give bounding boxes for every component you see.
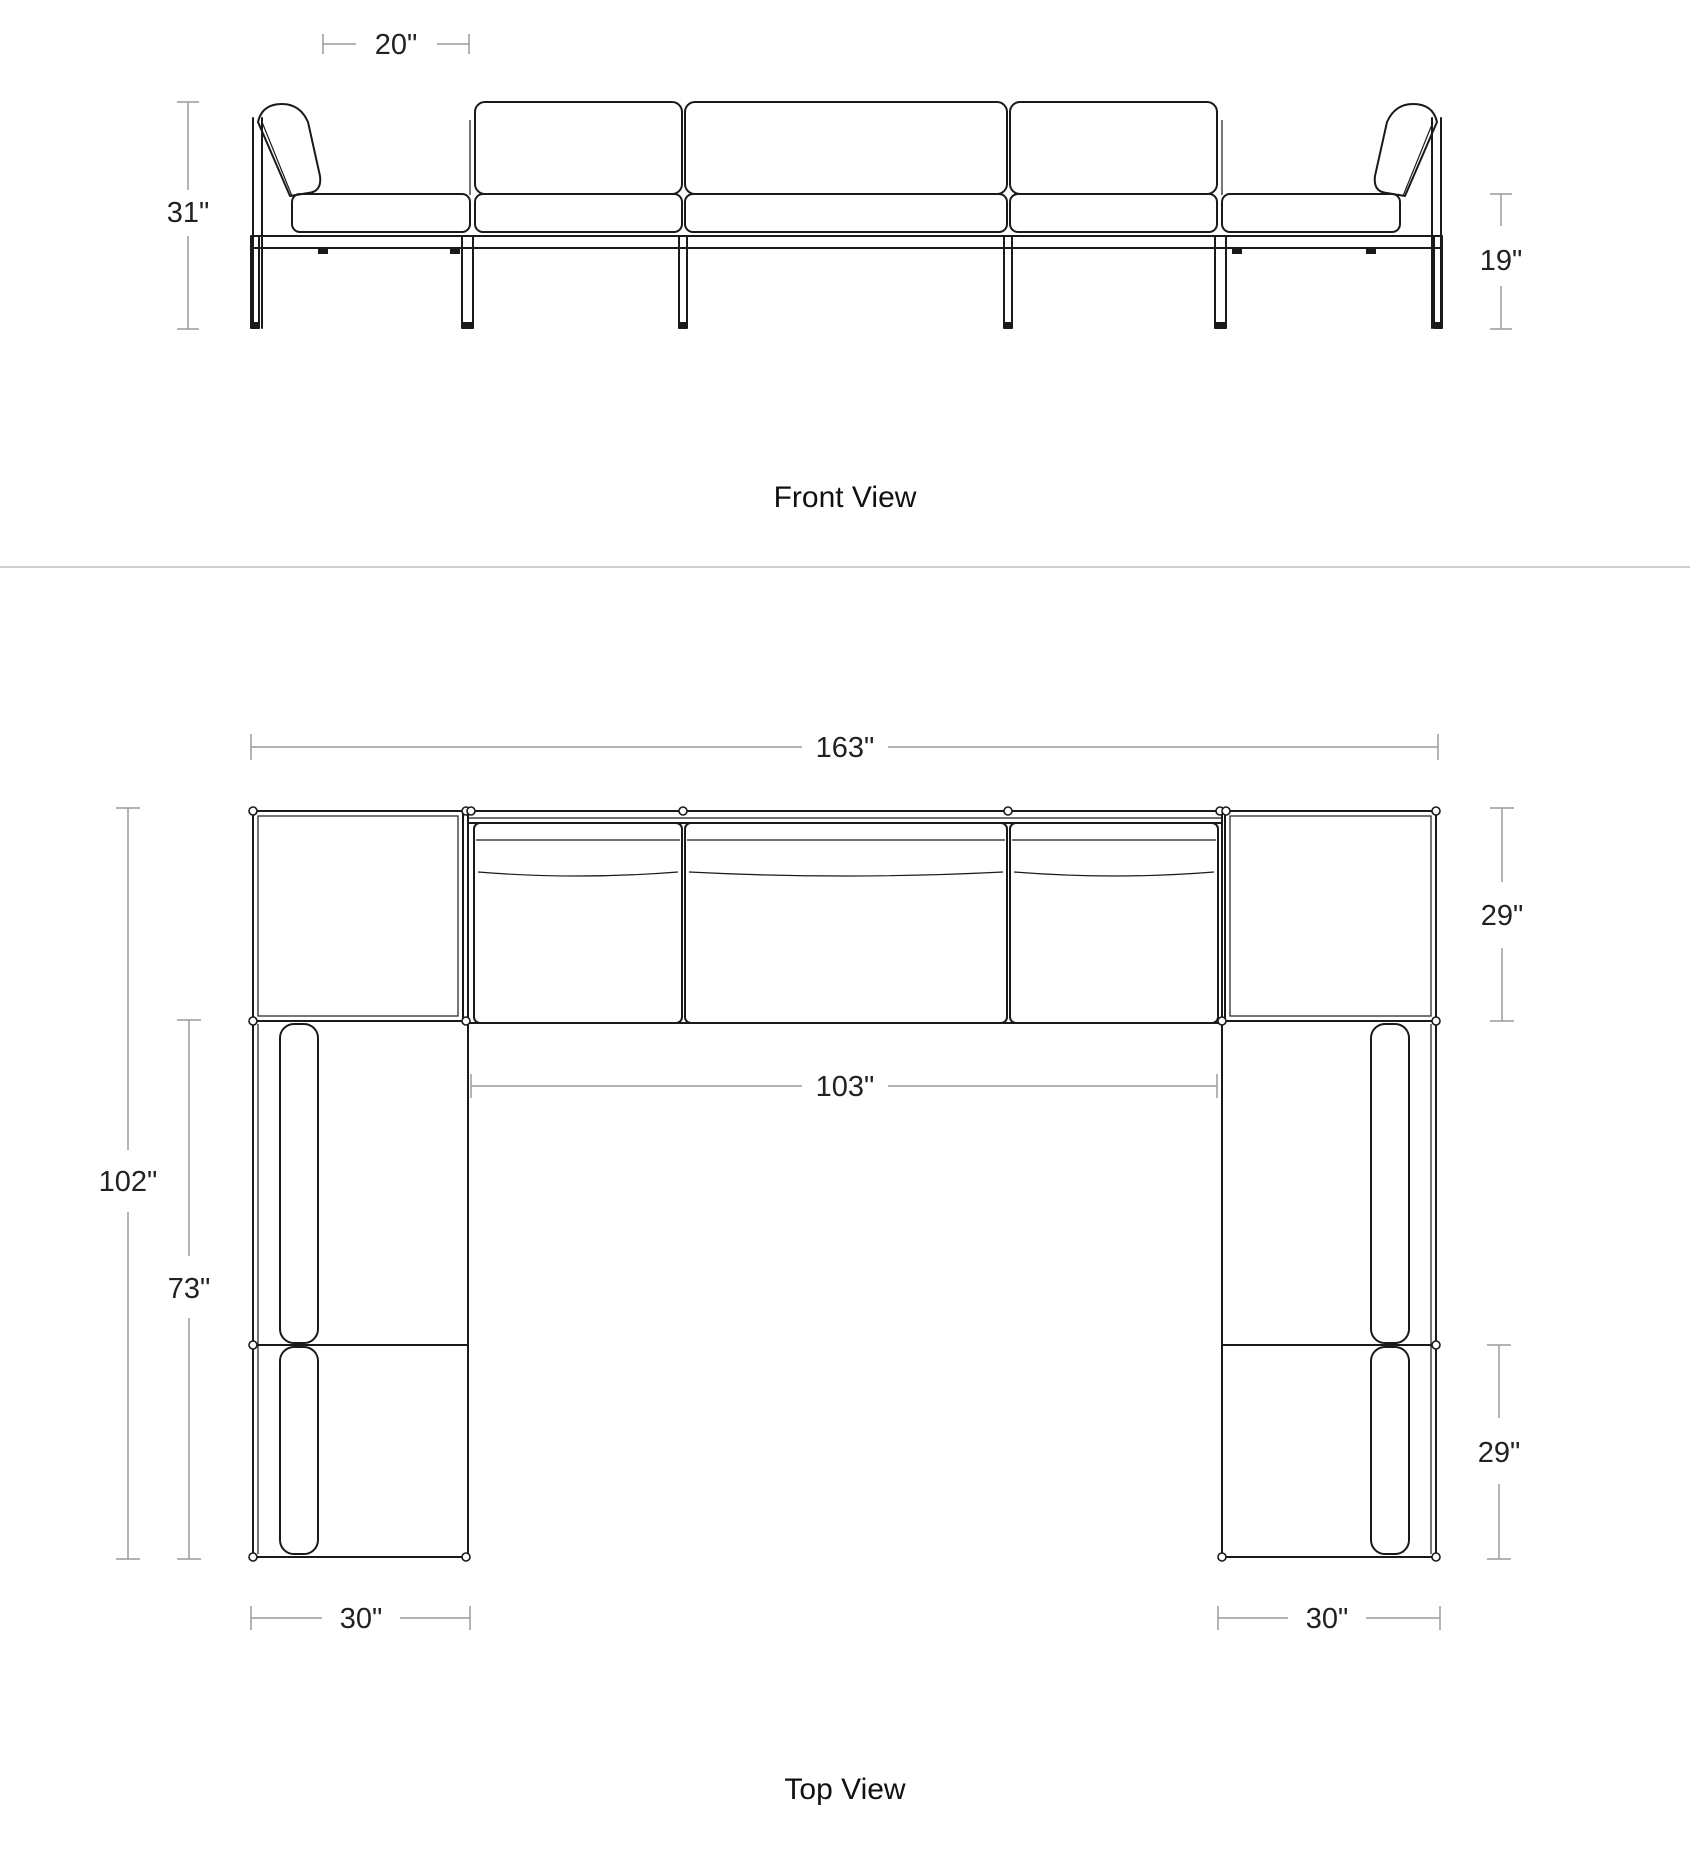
dimension-73 xyxy=(168,1020,211,1559)
top-view xyxy=(99,732,1524,1806)
dim-label-31: 31" xyxy=(166,197,210,229)
front-view-title: Front View xyxy=(773,481,917,514)
left-corner-module xyxy=(253,811,463,1021)
middle-seat-modules xyxy=(463,823,1225,1023)
dimension-30-left xyxy=(251,1603,470,1635)
back-cushion-2 xyxy=(685,102,1007,194)
dimension-30-right xyxy=(1218,1603,1440,1635)
dimension-29-corner xyxy=(1481,808,1524,1021)
dimension-163 xyxy=(251,732,1438,764)
left-back-cushion xyxy=(258,104,320,196)
back-cushion-3 xyxy=(1010,102,1217,194)
dimension-19 xyxy=(1480,194,1523,329)
seat-cushion-3 xyxy=(1010,194,1217,232)
dim-label-29-end: 29" xyxy=(1477,1437,1521,1469)
seat-cushion-right-corner xyxy=(1222,194,1400,232)
top-view-title: Top View xyxy=(784,1773,906,1806)
dim-label-20: 20" xyxy=(374,29,418,61)
front-view xyxy=(167,29,1523,514)
dim-label-102: 102" xyxy=(98,1166,158,1198)
dim-label-163: 163" xyxy=(815,732,875,764)
left-arm-modules xyxy=(253,1021,468,1557)
dimension-20 xyxy=(323,29,469,61)
back-cushion-1 xyxy=(475,102,682,194)
dimension-102 xyxy=(99,808,158,1559)
dim-label-73: 73" xyxy=(167,1273,211,1305)
seat-cushion-left-corner xyxy=(292,194,470,232)
right-corner-module xyxy=(1225,811,1436,1021)
dim-label-30-left: 30" xyxy=(339,1603,383,1635)
dimension-103 xyxy=(471,1071,1217,1103)
dimension-29-end xyxy=(1478,1345,1521,1559)
right-arm-modules xyxy=(1222,1021,1436,1557)
dimension-31 xyxy=(167,102,210,329)
frame-nodes xyxy=(249,807,1440,1561)
seat-cushion-1 xyxy=(475,194,682,232)
right-back-cushion xyxy=(1375,104,1437,196)
dim-label-30-right: 30" xyxy=(1305,1603,1349,1635)
front-legs xyxy=(250,236,1443,328)
dim-label-103: 103" xyxy=(815,1071,875,1103)
dim-label-29-corner: 29" xyxy=(1480,900,1524,932)
dim-label-19: 19" xyxy=(1479,245,1523,277)
seat-cushion-2 xyxy=(685,194,1007,232)
